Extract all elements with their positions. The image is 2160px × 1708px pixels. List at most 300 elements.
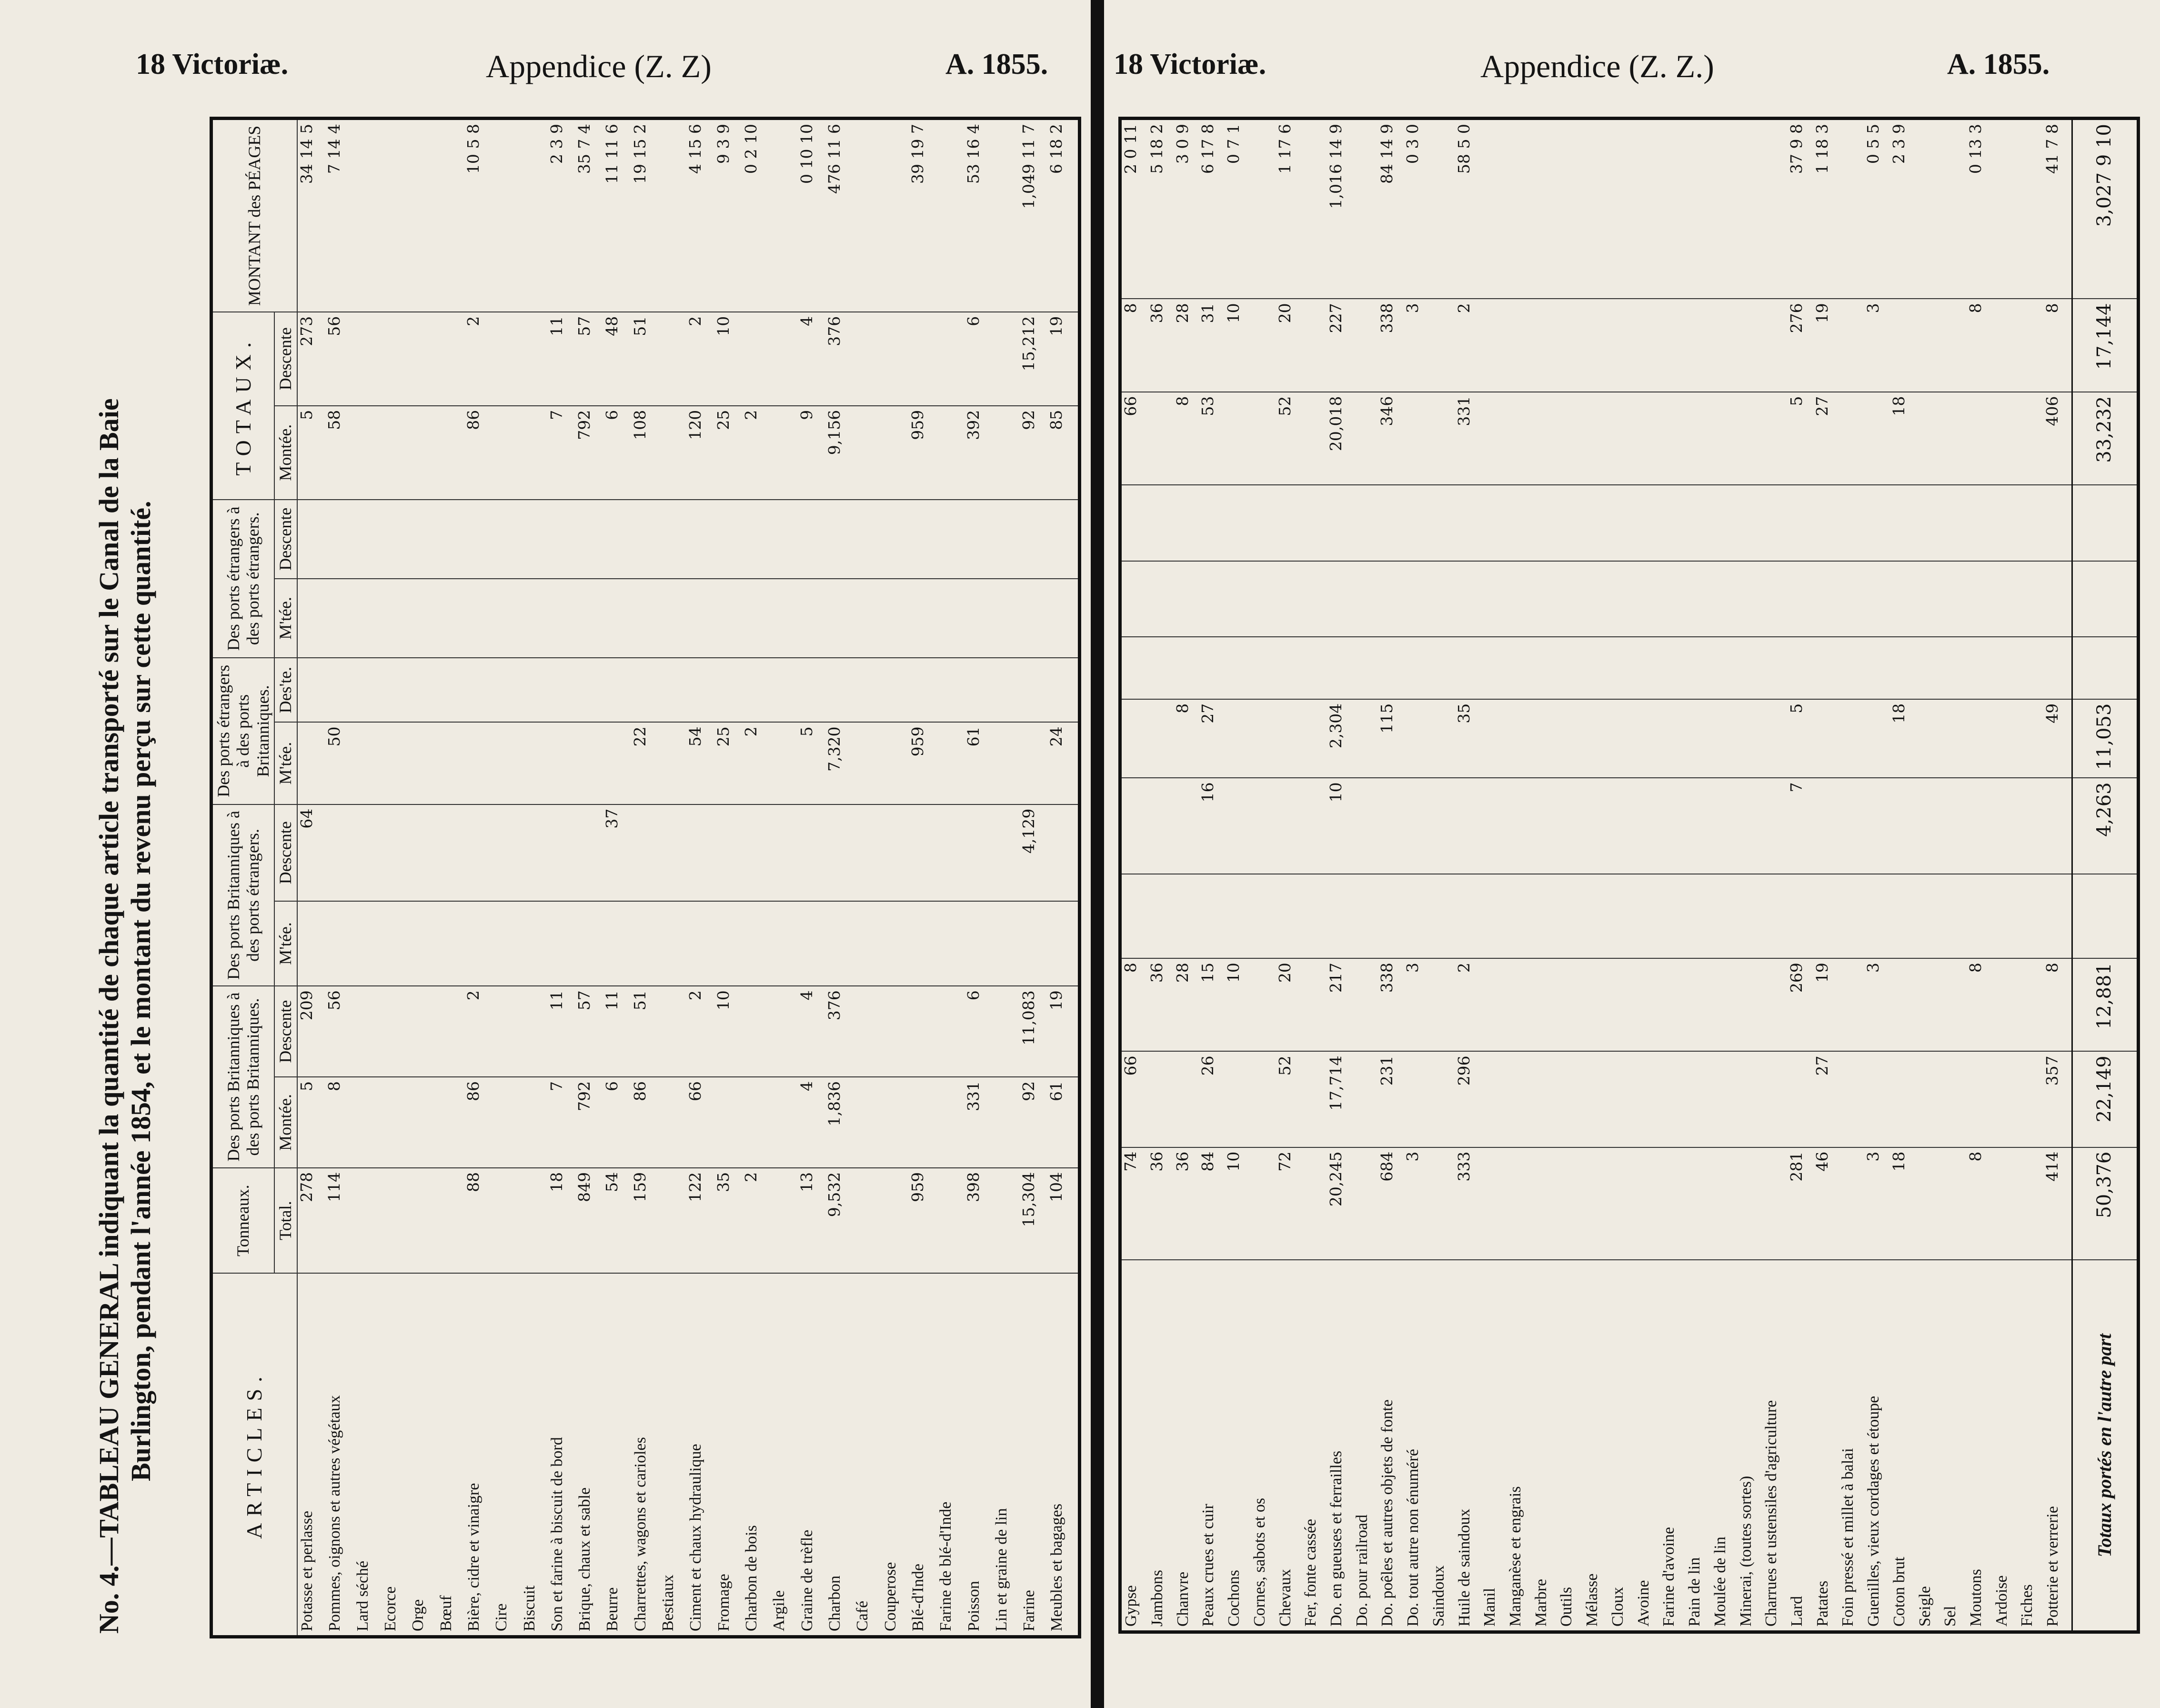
- cell-tx-m: [1480, 392, 1506, 485]
- cell-ee-m: [1047, 579, 1075, 658]
- article-name: Avoine: [1634, 1260, 1660, 1632]
- cell-tx-d: 10: [714, 312, 742, 406]
- cell-total: [520, 1168, 548, 1274]
- cell-tx-d: [1634, 299, 1660, 392]
- cell-be-m: [825, 901, 853, 986]
- cell-be-m: [381, 901, 409, 986]
- cell-mont: 5 18 2: [1148, 119, 1174, 299]
- cell-bb-d: [1608, 958, 1634, 1051]
- cell-be-d: [770, 804, 797, 901]
- table-row: [1404, 119, 1429, 1632]
- cell-mont: [1659, 119, 1685, 299]
- cell-mont: [1532, 119, 1557, 299]
- table-row: [1916, 119, 1941, 1632]
- table-row: [1353, 119, 1378, 1632]
- cell-mont: [437, 119, 464, 312]
- cell-ee-m: [686, 579, 714, 658]
- cell-mont: 0 3 0: [1404, 119, 1429, 299]
- cell-tx-d: [520, 312, 548, 406]
- cell-tx-m: [1864, 392, 1890, 485]
- cell-bb-m: [1685, 1051, 1711, 1147]
- table-row: [353, 119, 381, 1637]
- running-head-right: A. 1855.: [945, 48, 1048, 80]
- cell-be-d: [1276, 778, 1302, 874]
- cell-tx-m: [659, 406, 686, 500]
- cell-ee-m: [1608, 561, 1634, 637]
- cell-tx-m: [1992, 392, 2018, 485]
- cell-tx-d: [1916, 299, 1941, 392]
- cell-ee-d: [1890, 485, 1916, 561]
- cell-eb-d: [1634, 637, 1660, 699]
- cell-ee-m: [1864, 561, 1890, 637]
- article-name: Do. pour railroad: [1353, 1260, 1378, 1632]
- right-table-wrapper: [1118, 117, 2140, 1634]
- cell-be-d: [325, 804, 353, 901]
- cell-tx-d: 19: [1813, 299, 1839, 392]
- cell-tx-m: [1250, 392, 1276, 485]
- cell-ee-d: [1429, 485, 1455, 561]
- article-name: Couperose: [881, 1273, 909, 1637]
- cell-eb-d: [1429, 637, 1455, 699]
- article-name: Coton brut: [1890, 1260, 1916, 1632]
- cell-bb-m: [2018, 1051, 2043, 1147]
- cell-ee-m: [1583, 561, 1608, 637]
- col-total: Total.: [274, 1168, 297, 1274]
- cell-bb-d: 36: [1148, 958, 1174, 1051]
- cell-ee-m: [1404, 561, 1429, 637]
- cell-total: [1301, 1147, 1327, 1260]
- cell-bb-d: [1583, 958, 1608, 1051]
- cell-eb-m: 7,320: [825, 722, 853, 804]
- cell-be-d: [992, 804, 1020, 901]
- cell-be-d: [2043, 778, 2069, 874]
- cell-ee-m: [464, 579, 492, 658]
- cell-tx-d: 6: [964, 312, 992, 406]
- cell-be-d: 16: [1199, 778, 1225, 874]
- running-head-center-2: Appendice (Z. Z.): [1480, 48, 1714, 84]
- cell-eb-m: [1506, 699, 1532, 778]
- cell-be-m: [603, 901, 631, 986]
- col-ee: Des ports étrangers à des ports étrangers.: [211, 500, 275, 658]
- cell-be-d: 4,129: [1020, 804, 1047, 901]
- cell-ee-d: [1685, 485, 1711, 561]
- cell-eb-d: [1199, 637, 1225, 699]
- cell-tx-d: [1992, 299, 2018, 392]
- cell-eb-d: [2018, 637, 2043, 699]
- cell-be-d: [1148, 778, 1174, 874]
- table-row: [1583, 119, 1608, 1632]
- article-name: Farine: [1020, 1273, 1047, 1637]
- cell-be-m: [1685, 874, 1711, 959]
- cell-be-d: [1583, 778, 1608, 874]
- cell-tx-m: [1685, 392, 1711, 485]
- cell-bb-m: 5: [297, 1077, 326, 1168]
- cell-tx-d: 20: [1276, 299, 1302, 392]
- cell-be-m: [714, 901, 742, 986]
- filler-cell: [1075, 804, 1080, 901]
- cell-eb-m: [1353, 699, 1378, 778]
- cell-bb-d: [381, 986, 409, 1077]
- table-row: [964, 119, 992, 1637]
- article-name: Chevaux: [1276, 1260, 1302, 1632]
- article-name: Pommes, oignons et autres végétaux: [325, 1273, 353, 1637]
- cell-bb-d: 2: [464, 986, 492, 1077]
- cell-total: 35: [714, 1168, 742, 1274]
- cell-ee-d: [1967, 485, 1992, 561]
- cell-ee-d: [1583, 485, 1608, 561]
- cell-bb-d: [909, 986, 936, 1077]
- cell-be-m: [1941, 874, 1967, 959]
- cell-bb-d: 11: [548, 986, 575, 1077]
- table-row: [1634, 119, 1660, 1632]
- cell-eb-d: [714, 658, 742, 722]
- cell-eb-d: [381, 658, 409, 722]
- cell-bb-m: [437, 1077, 464, 1168]
- cell-eb-m: [1685, 699, 1711, 778]
- cell-total: 122: [686, 1168, 714, 1274]
- cell-eb-m: [520, 722, 548, 804]
- article-name: Minerai, (toutes sortes): [1737, 1260, 1762, 1632]
- cell-ee-d: [1480, 485, 1506, 561]
- cell-bb-d: [1634, 958, 1660, 1051]
- cell-tx-m: 959: [909, 406, 936, 500]
- cell-be-m: [1506, 874, 1532, 959]
- cell-tx-m: [770, 406, 797, 500]
- article-name: Cornes, sabots et os: [1250, 1260, 1276, 1632]
- cell-be-d: [659, 804, 686, 901]
- cell-be-m: [492, 901, 520, 986]
- cell-eb-m: [1148, 699, 1174, 778]
- cell-total: 414: [2043, 1147, 2069, 1260]
- cell-total: 159: [631, 1168, 659, 1274]
- cell-ee-m: [1992, 561, 2018, 637]
- cell-be-m: [1225, 874, 1250, 959]
- cell-bb-m: 66: [1120, 1051, 1148, 1147]
- article-name: Charrues et ustensiles d'agriculture: [1762, 1260, 1788, 1632]
- filler-cell: [1075, 312, 1080, 406]
- cell-be-d: [1404, 778, 1429, 874]
- cell-tx-d: [381, 312, 409, 406]
- cell-tx-d: [659, 312, 686, 406]
- cell-total: [1916, 1147, 1941, 1260]
- cell-eb-m: 22: [631, 722, 659, 804]
- cell-tx-m: [1301, 392, 1327, 485]
- left-table-body: [297, 119, 1080, 1637]
- cell-bb-d: [881, 986, 909, 1077]
- cell-tx-d: 51: [631, 312, 659, 406]
- cell-eb-d: [353, 658, 381, 722]
- cell-total: 72: [1276, 1147, 1302, 1260]
- table-row: [1199, 119, 1225, 1632]
- cell-be-m: [1788, 874, 1813, 959]
- cell-eb-m: [853, 722, 881, 804]
- cell-be-d: [1378, 778, 1404, 874]
- cell-ee-m: [520, 579, 548, 658]
- cell-be-d: [798, 804, 825, 901]
- cell-eb-m: 24: [1047, 722, 1075, 804]
- cell-ee-d: [575, 500, 603, 579]
- cell-bb-d: 10: [1225, 958, 1250, 1051]
- cell-bb-m: 231: [1378, 1051, 1404, 1147]
- cell-be-d: [964, 804, 992, 901]
- cell-be-m: [2043, 874, 2069, 959]
- cell-be-d: [1890, 778, 1916, 874]
- cell-mont: 3 0 9: [1174, 119, 1199, 299]
- cell-be-m: [1480, 874, 1506, 959]
- cell-tx-m: [1429, 392, 1455, 485]
- col-bb: Des ports Britanniques à des ports Britanniques.: [211, 986, 275, 1168]
- article-name: Mélasse: [1583, 1260, 1608, 1632]
- cell-tx-d: 48: [603, 312, 631, 406]
- cell-total: 36: [1148, 1147, 1174, 1260]
- right-page: [1104, 0, 2160, 1708]
- table-row: [297, 119, 326, 1637]
- cell-eb-m: [1967, 699, 1992, 778]
- cell-total: [492, 1168, 520, 1274]
- total-tx-m: 33,232: [2072, 392, 2139, 485]
- cell-be-d: [1480, 778, 1506, 874]
- cell-tx-d: [409, 312, 436, 406]
- col-totaux-descente: Descente: [274, 312, 297, 406]
- col-montant: MONTANT des PÉAGES: [211, 119, 297, 312]
- cell-eb-d: [464, 658, 492, 722]
- article-name: Saindoux: [1429, 1260, 1455, 1632]
- cell-bb-d: 20: [1276, 958, 1302, 1051]
- cell-eb-m: 18: [1890, 699, 1916, 778]
- cell-bb-m: [659, 1077, 686, 1168]
- cell-bb-m: [409, 1077, 436, 1168]
- cell-be-m: [1916, 874, 1941, 959]
- article-name: Do. en gueuses et ferrailles: [1327, 1260, 1353, 1632]
- table-row: [1992, 119, 2018, 1632]
- cell-be-d: [631, 804, 659, 901]
- cell-be-d: [1429, 778, 1455, 874]
- running-head-right-2: A. 1855.: [1947, 48, 2050, 80]
- cell-tx-m: 8: [1174, 392, 1199, 485]
- cell-ee-d: [686, 500, 714, 579]
- cell-mont: [1941, 119, 1967, 299]
- filler-row: [1075, 119, 1080, 1637]
- cell-bb-d: 217: [1327, 958, 1353, 1051]
- cell-be-m: [659, 901, 686, 986]
- cell-tx-m: [1225, 392, 1250, 485]
- cell-bb-d: [992, 986, 1020, 1077]
- cell-total: 18: [548, 1168, 575, 1274]
- cell-eb-m: 25: [714, 722, 742, 804]
- col-be-montee: M'tée.: [274, 901, 297, 986]
- cell-be-m: [853, 901, 881, 986]
- cell-eb-d: [1864, 637, 1890, 699]
- cell-mont: 10 5 8: [464, 119, 492, 312]
- cell-eb-d: [936, 658, 964, 722]
- cell-eb-d: [1916, 637, 1941, 699]
- cell-bb-m: [1762, 1051, 1788, 1147]
- cell-mont: 0 7 1: [1225, 119, 1250, 299]
- cell-mont: [1353, 119, 1378, 299]
- cell-be-m: [1199, 874, 1225, 959]
- cell-eb-m: [297, 722, 326, 804]
- article-name: Son et farine à biscuit de bord: [548, 1273, 575, 1637]
- cell-bb-m: 357: [2043, 1051, 2069, 1147]
- cell-tx-d: 8: [1120, 299, 1148, 392]
- table-row: [1506, 119, 1532, 1632]
- cell-ee-d: [853, 500, 881, 579]
- cell-eb-m: 61: [964, 722, 992, 804]
- cell-tx-m: 20,018: [1327, 392, 1353, 485]
- table-row: [1378, 119, 1404, 1632]
- table-row: [381, 119, 409, 1637]
- cell-bb-m: [1737, 1051, 1762, 1147]
- cell-bb-m: [381, 1077, 409, 1168]
- cell-bb-d: 2: [686, 986, 714, 1077]
- cell-bb-d: 11: [603, 986, 631, 1077]
- col-articles: ARTICLES.: [211, 1273, 297, 1637]
- cell-bb-d: [1429, 958, 1455, 1051]
- cell-be-d: [1992, 778, 2018, 874]
- table-row: [825, 119, 853, 1637]
- cell-eb-m: [353, 722, 381, 804]
- total-bb-d: 12,881: [2072, 958, 2139, 1051]
- totals-label: Totaux portés en l'autre part: [2072, 1260, 2139, 1632]
- article-name: Ardoise: [1992, 1260, 2018, 1632]
- cell-mont: 1 17 6: [1276, 119, 1302, 299]
- cell-eb-d: [992, 658, 1020, 722]
- table-row: [492, 119, 520, 1637]
- cell-ee-m: [1250, 561, 1276, 637]
- cell-tx-m: [2018, 392, 2043, 485]
- cell-ee-d: [1225, 485, 1250, 561]
- cell-eb-m: [1608, 699, 1634, 778]
- cell-tx-m: [1583, 392, 1608, 485]
- cell-tx-d: [881, 312, 909, 406]
- cell-bb-m: [1404, 1051, 1429, 1147]
- cell-ee-d: [1148, 485, 1174, 561]
- cell-ee-m: [881, 579, 909, 658]
- cell-eb-d: [686, 658, 714, 722]
- cell-eb-d: [1839, 637, 1864, 699]
- cell-bb-d: 376: [825, 986, 853, 1077]
- cell-ee-d: [714, 500, 742, 579]
- cell-bb-d: [742, 986, 770, 1077]
- cell-tx-d: 2: [464, 312, 492, 406]
- running-head-left-2: 18 Victoriæ.: [1114, 48, 1266, 80]
- cell-ee-d: [1174, 485, 1199, 561]
- article-name: Foin pressé et millet à balai: [1839, 1260, 1864, 1632]
- cell-tx-m: 52: [1276, 392, 1302, 485]
- cell-tx-d: 11: [548, 312, 575, 406]
- cell-total: [1659, 1147, 1685, 1260]
- cell-be-d: [1941, 778, 1967, 874]
- cell-bb-m: [742, 1077, 770, 1168]
- cell-total: 84: [1199, 1147, 1225, 1260]
- cell-tx-d: [1301, 299, 1327, 392]
- cell-bb-m: [936, 1077, 964, 1168]
- cell-ee-d: [353, 500, 381, 579]
- cell-ee-m: [492, 579, 520, 658]
- cell-be-m: [1174, 874, 1199, 959]
- table-row: [464, 119, 492, 1637]
- cell-be-d: [437, 804, 464, 901]
- table-row: [1737, 119, 1762, 1632]
- cell-tx-m: [520, 406, 548, 500]
- cell-mont: 4 15 6: [686, 119, 714, 312]
- article-name: Lard séché: [353, 1273, 381, 1637]
- cell-eb-m: 27: [1199, 699, 1225, 778]
- cell-ee-m: [825, 579, 853, 658]
- cell-tx-m: 406: [2043, 392, 2069, 485]
- cell-tx-d: [1557, 299, 1583, 392]
- cell-tx-d: [1532, 299, 1557, 392]
- cell-eb-m: [437, 722, 464, 804]
- cell-bb-d: [1557, 958, 1583, 1051]
- cell-total: 104: [1047, 1168, 1075, 1274]
- cell-be-d: [548, 804, 575, 901]
- cell-ee-m: [1276, 561, 1302, 637]
- col-ee-descente: Descente: [274, 500, 297, 579]
- filler-cell: [1075, 1168, 1080, 1274]
- cell-ee-d: [1941, 485, 1967, 561]
- cell-total: 20,245: [1327, 1147, 1353, 1260]
- cell-bb-m: [853, 1077, 881, 1168]
- cell-bb-m: [1916, 1051, 1941, 1147]
- cell-ee-m: [714, 579, 742, 658]
- cell-bb-m: [1532, 1051, 1557, 1147]
- article-name: Graine de trèfle: [798, 1273, 825, 1637]
- cell-bb-d: [1762, 958, 1788, 1051]
- table-row: [325, 119, 353, 1637]
- cell-ee-m: [798, 579, 825, 658]
- cell-total: [1429, 1147, 1455, 1260]
- cell-total: [853, 1168, 881, 1274]
- cell-tx-m: 9: [798, 406, 825, 500]
- cell-eb-m: [1532, 699, 1557, 778]
- filler-cell: [1075, 406, 1080, 500]
- cell-bb-d: 338: [1378, 958, 1404, 1051]
- cell-be-d: [1864, 778, 1890, 874]
- table-row: [909, 119, 936, 1637]
- filler-cell: [1075, 986, 1080, 1077]
- cell-be-d: [686, 804, 714, 901]
- cell-be-d: [1047, 804, 1075, 901]
- cell-eb-d: [1685, 637, 1711, 699]
- cell-bb-m: [714, 1077, 742, 1168]
- cell-eb-m: [881, 722, 909, 804]
- cell-ee-d: [1199, 485, 1225, 561]
- table-row: [1120, 119, 1148, 1632]
- cell-bb-m: [1634, 1051, 1660, 1147]
- cell-mont: [1711, 119, 1737, 299]
- cell-tx-d: 19: [1047, 312, 1075, 406]
- cell-ee-m: [353, 579, 381, 658]
- article-name: Potterie et verrerie: [2043, 1260, 2069, 1632]
- cell-be-d: [1634, 778, 1660, 874]
- cell-tx-m: 346: [1378, 392, 1404, 485]
- cell-be-d: [1659, 778, 1685, 874]
- cell-bb-d: [353, 986, 381, 1077]
- cell-bb-d: [936, 986, 964, 1077]
- cell-total: 13: [798, 1168, 825, 1274]
- main-title-line-1: No. 4.—TABLEAU GENERAL indiquant la quantité de chaque article transporté sur le Canal de la Baie: [93, 398, 124, 1634]
- table-row: [798, 119, 825, 1637]
- cell-ee-m: [964, 579, 992, 658]
- cell-ee-d: [464, 500, 492, 579]
- cell-total: 8: [1967, 1147, 1992, 1260]
- article-name: Charbon: [825, 1273, 853, 1637]
- cell-eb-m: [1916, 699, 1941, 778]
- cell-be-d: [1813, 778, 1839, 874]
- cell-bb-d: 57: [575, 986, 603, 1077]
- cell-be-d: [714, 804, 742, 901]
